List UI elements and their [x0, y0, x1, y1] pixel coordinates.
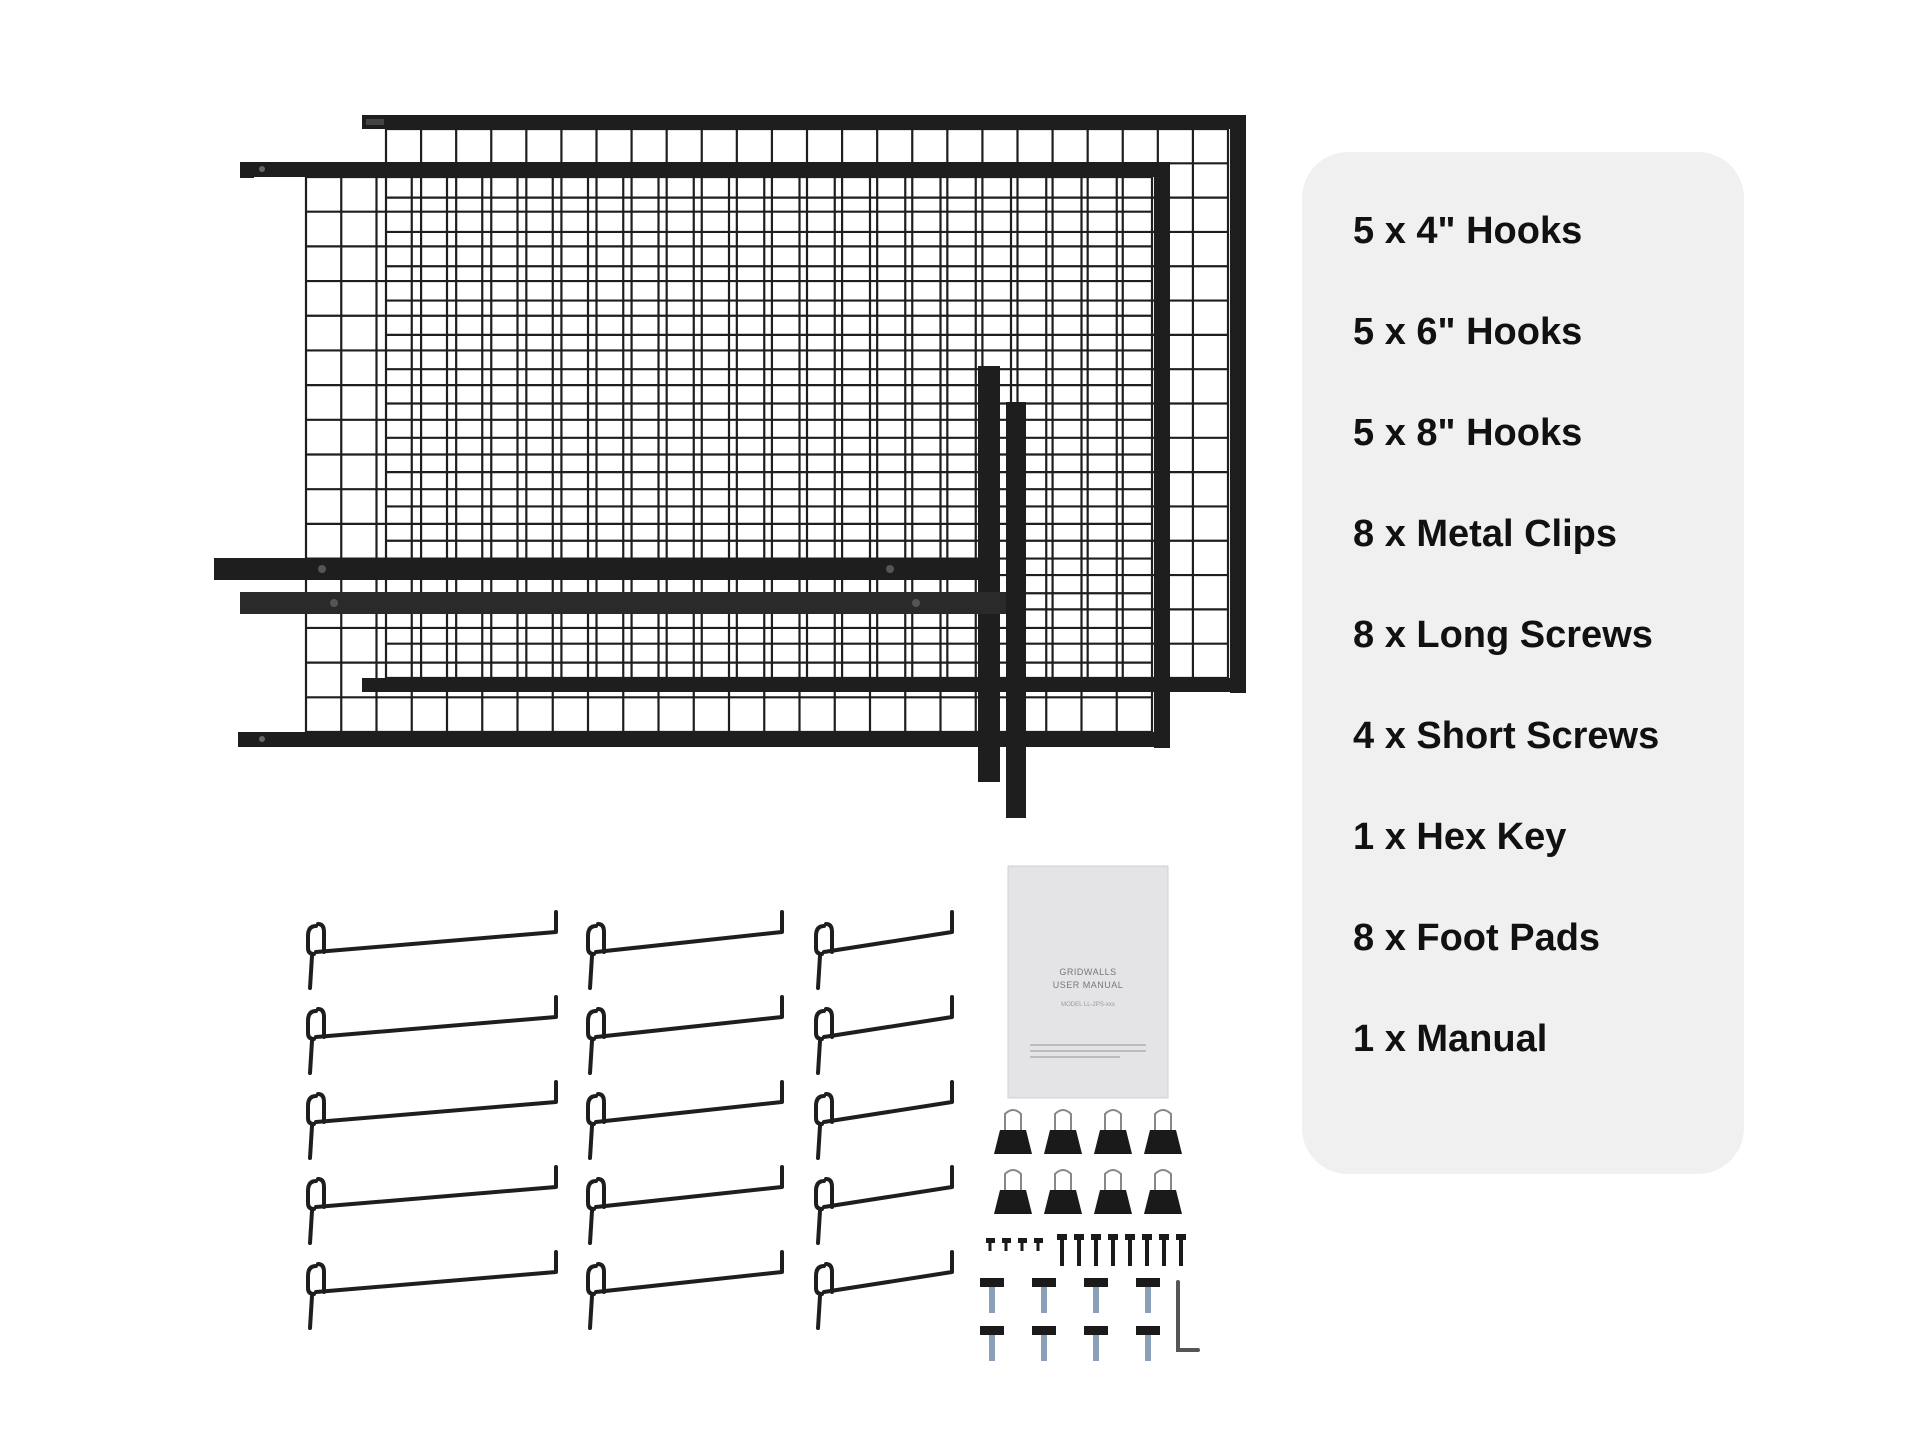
foot-pad-icon	[1084, 1326, 1108, 1361]
screw-icon	[1074, 1234, 1084, 1266]
hardware-group	[980, 1110, 1198, 1361]
hook-icon	[816, 997, 952, 1073]
binder-clip-icon	[1094, 1110, 1132, 1154]
screw-icon	[1159, 1234, 1169, 1266]
binder-clip-icon	[1044, 1170, 1082, 1214]
hook-icon	[588, 1252, 782, 1328]
hook-icon	[308, 1252, 556, 1328]
screw-icon	[1002, 1238, 1011, 1251]
parts-list-item: 4 x Short Screws	[1353, 715, 1660, 757]
hex-key-icon	[1178, 1282, 1198, 1350]
foot-pad-icon	[1136, 1326, 1160, 1361]
binder-clip-icon	[1144, 1110, 1182, 1154]
screw-icon	[1091, 1234, 1101, 1266]
hook-icon	[588, 1082, 782, 1158]
hook-icon	[308, 1167, 556, 1243]
parts-list-card	[1302, 152, 1744, 1174]
parts-list	[1353, 212, 1659, 1121]
foot-pad-icon	[980, 1278, 1004, 1313]
hook-icon	[816, 1252, 952, 1328]
screw-icon	[1176, 1234, 1186, 1266]
hook-icon	[816, 1167, 952, 1243]
binder-clip-icon	[1044, 1110, 1082, 1154]
screw-icon	[1142, 1234, 1152, 1266]
manual-model-line: MODEL LL-2PS-xxx	[1061, 1002, 1115, 1008]
manual-title-line1: GRIDWALLS	[1059, 967, 1117, 977]
binder-clip-icon	[994, 1110, 1032, 1154]
foot-pad-icon	[1084, 1278, 1108, 1313]
foot-pad-icon	[1032, 1326, 1056, 1361]
manual-booklet-icon	[1008, 866, 1168, 1098]
foot-pad-icon	[980, 1326, 1004, 1361]
screw-icon	[1057, 1234, 1067, 1266]
hook-icon	[816, 1082, 952, 1158]
leg-bar-icon	[214, 366, 1000, 782]
leg-bar-icon	[240, 402, 1026, 818]
parts-list-item: 8 x Foot Pads	[1353, 917, 1601, 959]
screw-icon	[986, 1238, 995, 1251]
hook-icon	[308, 997, 556, 1073]
hook-icon	[308, 1082, 556, 1158]
screw-icon	[1125, 1234, 1135, 1266]
hook-icon	[816, 912, 952, 988]
parts-list-item: 5 x 6" Hooks	[1353, 311, 1583, 353]
screw-icon	[1018, 1238, 1027, 1251]
hook-icon	[308, 912, 556, 988]
parts-list-item: 8 x Long Screws	[1353, 614, 1653, 656]
hooks-group	[308, 912, 952, 1328]
foot-pad-icon	[1032, 1278, 1056, 1313]
parts-list-item: 8 x Metal Clips	[1353, 513, 1617, 555]
hook-icon	[588, 997, 782, 1073]
hook-icon	[588, 1167, 782, 1243]
parts-list-item: 5 x 8" Hooks	[1353, 412, 1583, 454]
screw-icon	[1034, 1238, 1043, 1251]
binder-clip-icon	[1144, 1170, 1182, 1214]
screw-icon	[1108, 1234, 1118, 1266]
grid-panel-front	[238, 162, 1170, 748]
parts-list-item: 1 x Manual	[1353, 1018, 1548, 1060]
binder-clip-icon	[1094, 1170, 1132, 1214]
manual-title-line2: USER MANUAL	[1052, 980, 1124, 990]
binder-clip-icon	[994, 1170, 1032, 1214]
parts-list-item: 1 x Hex Key	[1353, 816, 1567, 858]
hook-icon	[588, 912, 782, 988]
foot-pad-icon	[1136, 1278, 1160, 1313]
parts-list-item: 5 x 4" Hooks	[1353, 210, 1583, 252]
